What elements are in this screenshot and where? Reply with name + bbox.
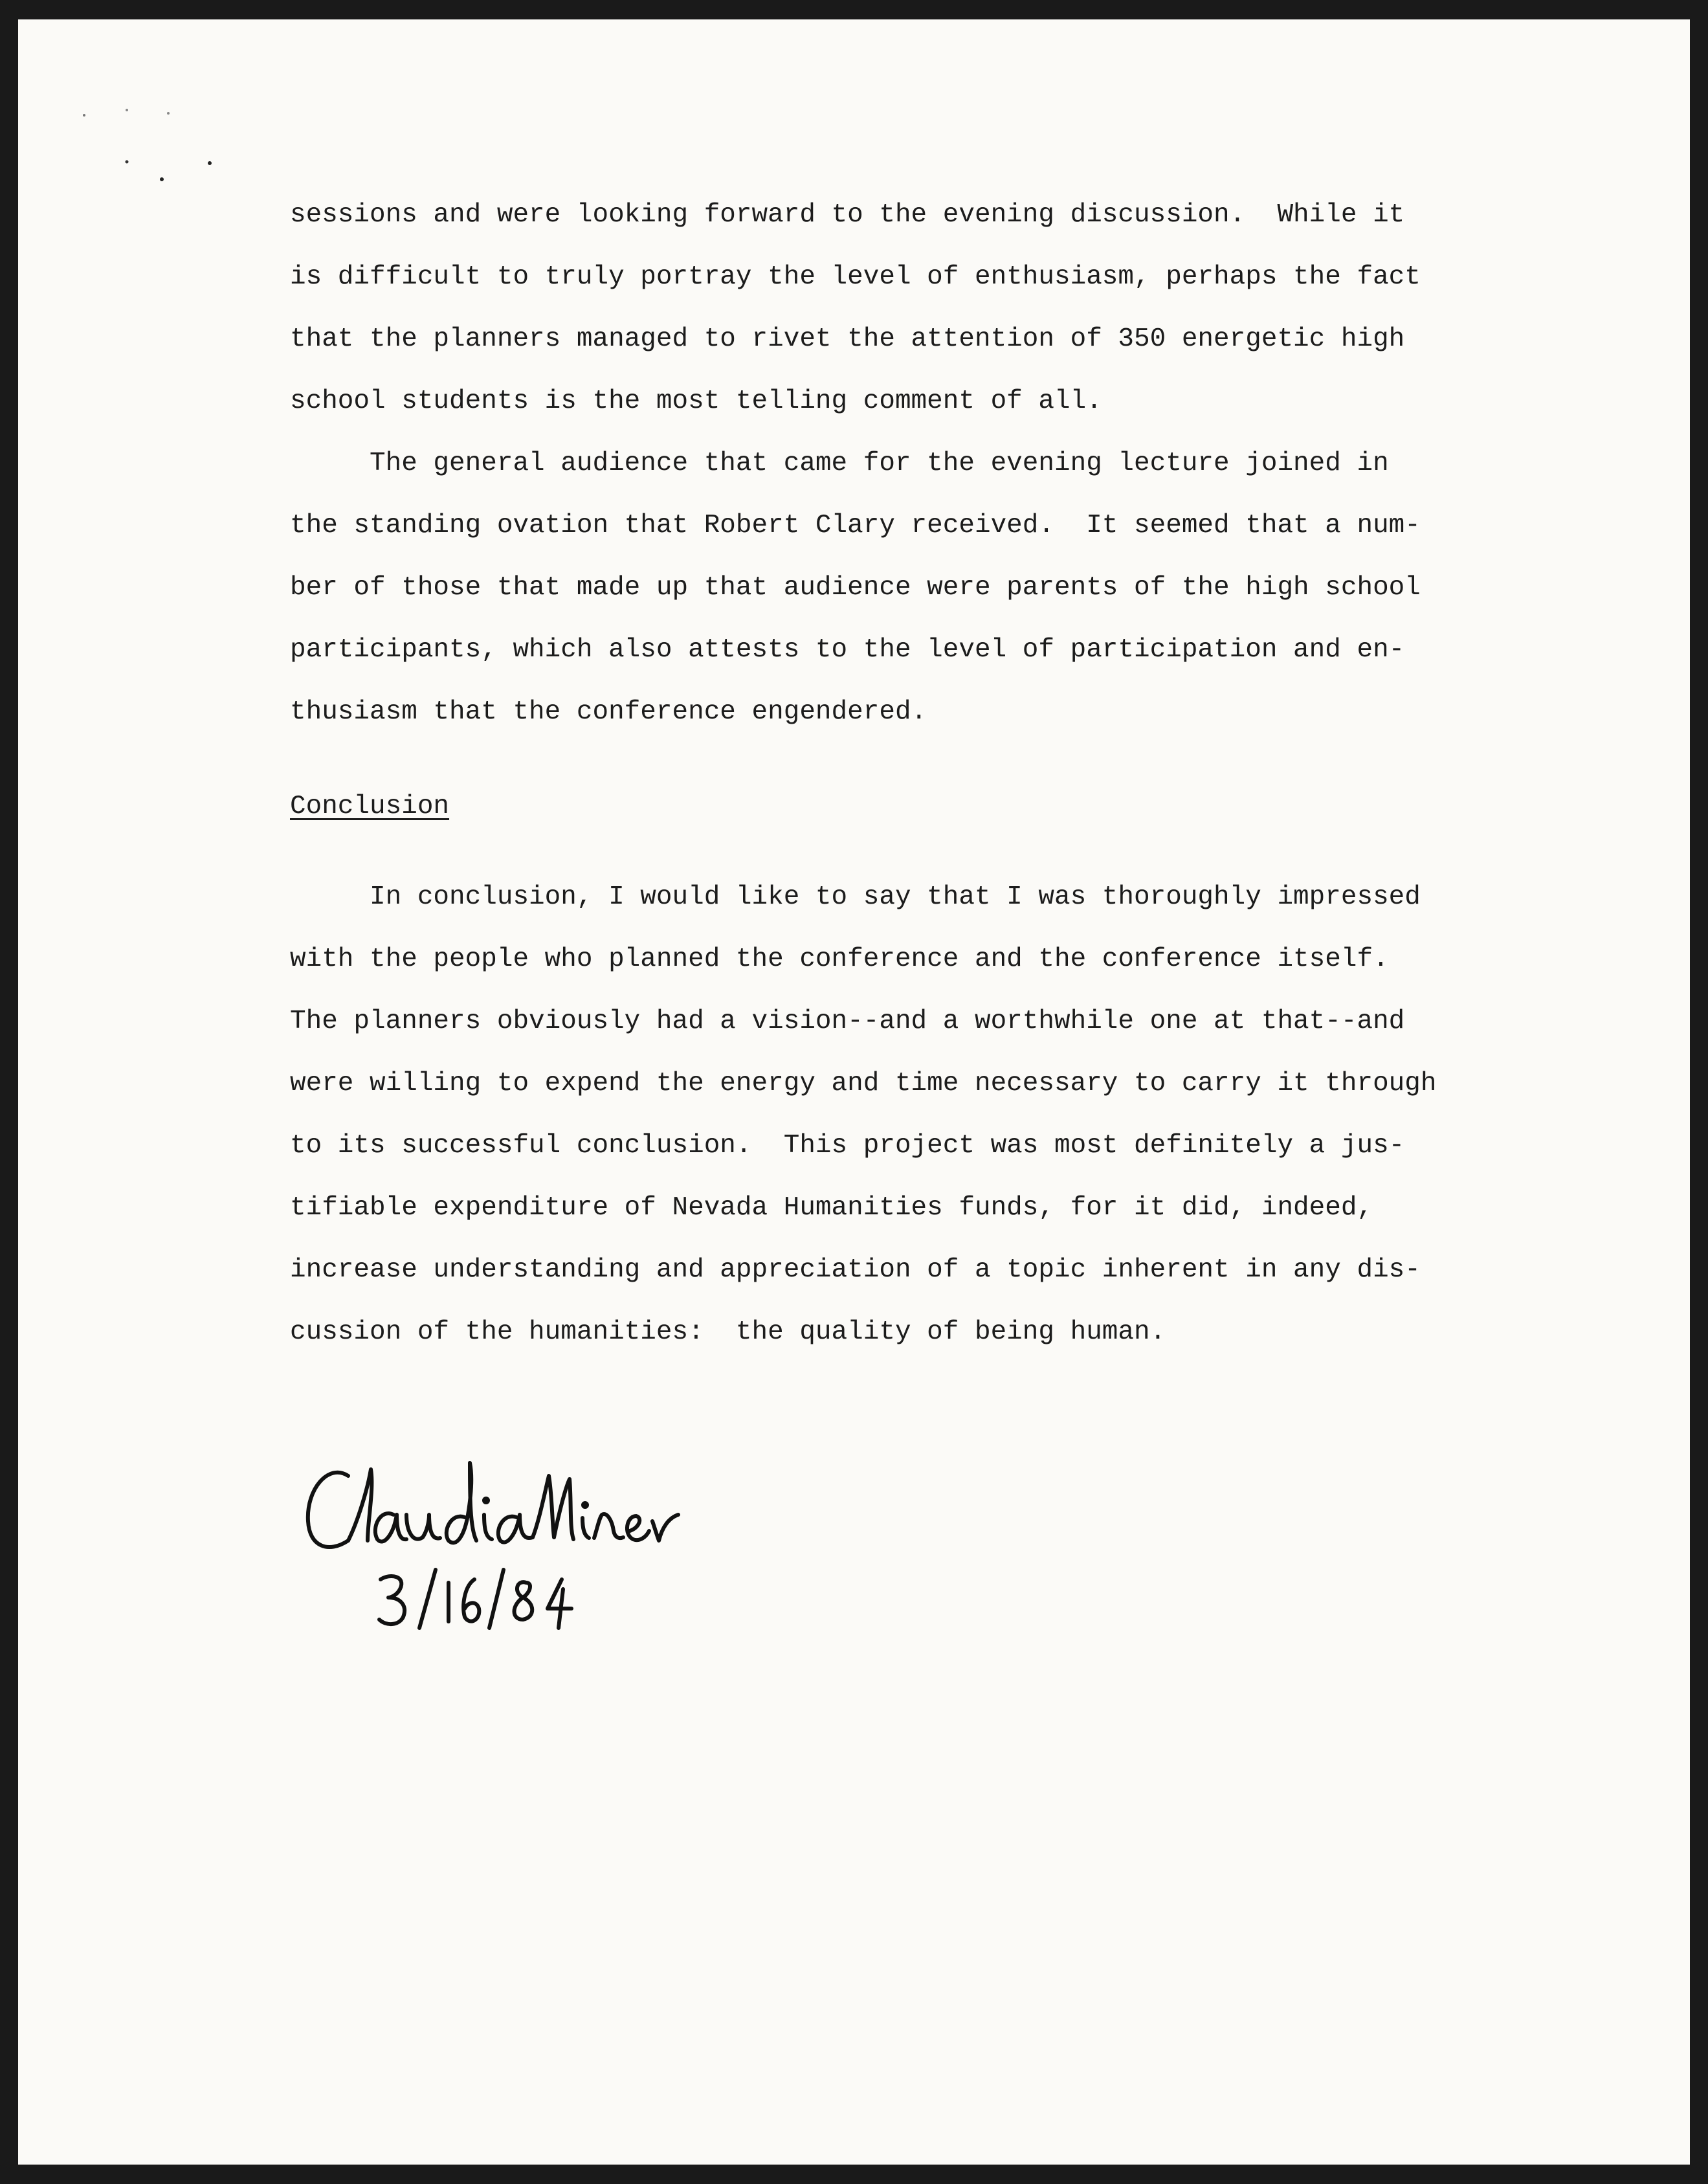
paragraph-3-line-3: The planners obviously had a vision--and a worthwhile one at that--and — [290, 1007, 1405, 1036]
paragraph-3-line-1: In conclusion, I would like to say that I was thoroughly impressed — [290, 882, 1421, 912]
paper-specks — [18, 19, 277, 214]
conclusion-heading: Conclusion — [290, 792, 450, 821]
paragraph-1-line-2: is difficult to truly portray the level of enthusiasm, perhaps the fact — [290, 262, 1421, 292]
document-page — [18, 19, 1690, 2165]
paragraph-3-line-7: increase understanding and appreciation of a topic inherent in any dis- — [290, 1255, 1421, 1285]
paragraph-1-line-1: sessions and were looking forward to the evening discussion. While it — [290, 200, 1405, 230]
paragraph-2-line-1: The general audience that came for the evening lecture joined in — [290, 449, 1389, 478]
paragraph-1-line-3: that the planners managed to rivet the attention of 350 energetic high — [290, 324, 1405, 354]
paragraph-3-line-8: cussion of the humanities: the quality of being human. — [290, 1317, 1166, 1347]
paragraph-2-line-4: participants, which also attests to the level of participation and en- — [290, 635, 1405, 665]
handwritten-signature — [303, 1450, 821, 1644]
paragraph-1-line-4: school students is the most telling comment of all. — [290, 386, 1102, 416]
paragraph-3-line-4: were willing to expend the energy and time necessary to carry it through — [290, 1069, 1437, 1098]
paragraph-3-line-2: with the people who planned the conference and the conference itself. — [290, 944, 1389, 974]
paragraph-3-line-5: to its successful conclusion. This project was most definitely a jus- — [290, 1131, 1405, 1161]
paragraph-2-line-3: ber of those that made up that audience were parents of the high school — [290, 573, 1421, 603]
paragraph-2-line-5: thusiasm that the conference engendered. — [290, 697, 927, 727]
paragraph-3-line-6: tifiable expenditure of Nevada Humanities funds, for it did, indeed, — [290, 1193, 1373, 1223]
paragraph-2-line-2: the standing ovation that Robert Clary received. It seemed that a num- — [290, 511, 1421, 540]
